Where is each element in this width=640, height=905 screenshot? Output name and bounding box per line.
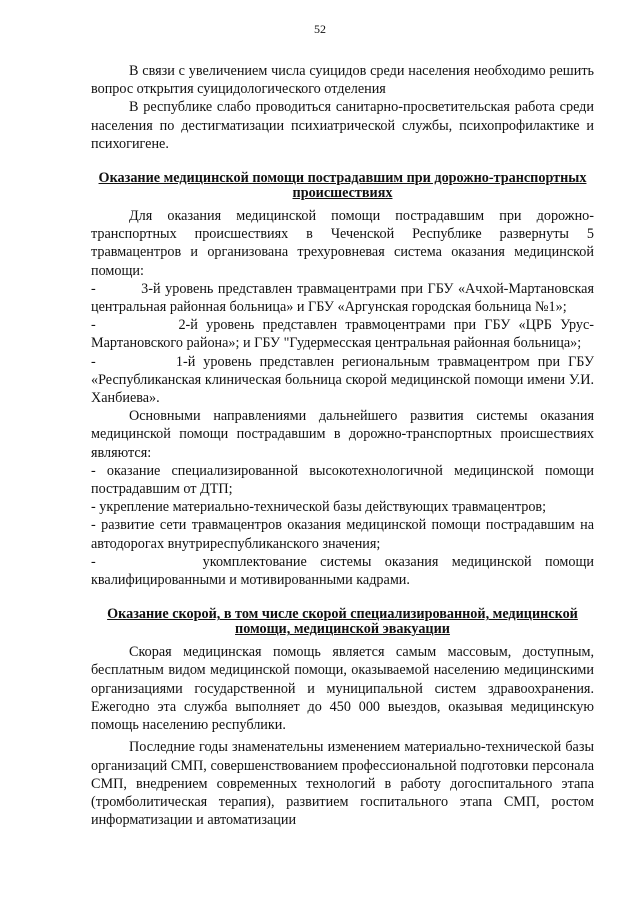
paragraph-suicide-department: В связи с увеличением числа суицидов среди населения необходимо решить вопрос открытия суицидологического отделения	[91, 63, 594, 98]
list-item-level-2: - 2-й уровень представлен травмоцентрами при ГБУ «ЦРБ Урус-Мартановского района»; и ГБУ "Гудермесская центральная районная больница»;	[91, 317, 594, 352]
list-item-direction-staffing: - укомплектование системы оказания медицинской помощи квалифицированными и мотивированными кадрами.	[91, 553, 594, 589]
list-item-direction-network: - развитие сети травмацентров оказания медицинской помощи пострадавшим на автодорогах внутриреспубликанского значения;	[91, 517, 594, 552]
paragraph-emergency-development: Последние годы знаменательны изменением материально-технической базы организаций СМП, совершенствованием профессиональной подготовки персонала СМП, внедрением современных технологий в работу догоспитального этапа (тромболитическая терапия), развитием госпитального этапа СМП, ростом информатизации и автоматизации	[91, 739, 594, 829]
heading-trauma-care: Оказание медицинской помощи пострадавшим при дорожно-транспортных происшествиях	[98, 170, 587, 202]
list-item-level-1: - 1-й уровень представлен региональным травмацентром при ГБУ «Республиканская клиническая больница скорой медицинской помощи имени У.И. Ханбиева».	[91, 353, 594, 407]
document-body	[91, 62, 594, 829]
paragraph-psychoprophylaxis: В республике слабо проводиться санитарно-просветительская работа среди населения по дестигматизации психиатрической службы, психопрофилактике и психогигене.	[91, 99, 594, 152]
list-item-direction-high-tech: - оказание специализированной высокотехнологичной медицинской помощи пострадавшим от ДТП;	[91, 462, 594, 498]
paragraph-trauma-intro: Для оказания медицинской помощи пострадавшим при дорожно-транспортных происшествиях в Чеченской Республике развернуты 5 травмацентров и организована трехуровневая система оказания медицинской помощи:	[91, 208, 594, 279]
page-number: 52	[314, 22, 326, 36]
heading-emergency-care: Оказание скорой, в том числе скорой специализированной, медицинской помощи, медицинской эвакуации	[107, 606, 578, 638]
paragraph-emergency-overview: Скорая медицинская помощь является самым массовым, доступным, бесплатным видом медицинской помощи, оказываемой населению медицинскими организациями государственной и муниципальной систем здравоохранения. Ежегодно эта служба выполняет до 450 000 выездов, оказывая медицинскую помощь населению республики.	[91, 644, 594, 734]
list-item-direction-infrastructure: - укрепление материально-технической базы действующих травмацентров;	[91, 499, 547, 516]
list-item-level-3: - 3-й уровень представлен травмацентрами при ГБУ «Ачхой-Мартановская центральная районная больница» и ГБУ «Аргунская городская больница №1»;	[91, 280, 594, 316]
paragraph-directions-intro: Основными направлениями дальнейшего развития системы оказания медицинской помощи пострадавшим в дорожно-транспортных происшествиях являются:	[91, 408, 594, 461]
